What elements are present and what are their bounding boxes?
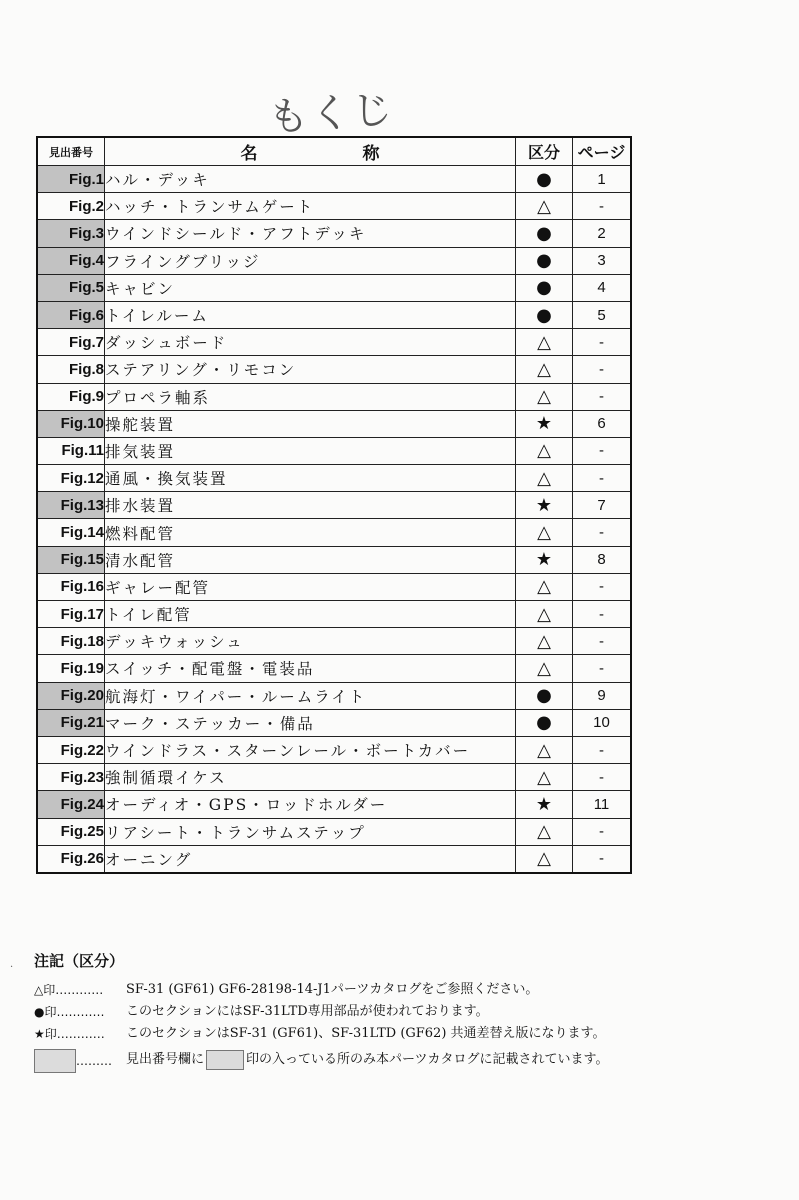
section-name-cell: 航海灯・ワイパー・ルームライト xyxy=(105,682,516,709)
table-row xyxy=(37,736,631,763)
category-cell: △ xyxy=(516,818,573,845)
section-name-cell: スイッチ・配電盤・電装品 xyxy=(105,655,516,682)
category-cell: ★ xyxy=(516,546,573,573)
page-number-cell: 5 xyxy=(573,301,632,328)
contents-table xyxy=(36,136,632,874)
table-row xyxy=(37,601,631,628)
note-text: このセクションはSF-31 (GF61)、SF-31LTD (GF62) 共通差替え版になります。 xyxy=(126,1026,606,1041)
category-cell: ● xyxy=(516,166,573,193)
page-number-cell: 8 xyxy=(573,546,632,573)
note-symbol-star: ★印………… xyxy=(34,1027,105,1041)
category-cell: ● xyxy=(516,682,573,709)
page-number-cell: 2 xyxy=(573,220,632,247)
table-row xyxy=(37,329,631,356)
page-number-cell: - xyxy=(573,329,632,356)
fig-number-cell: Fig.14 xyxy=(37,519,105,546)
section-name-cell: 通風・換気装置 xyxy=(105,465,516,492)
section-name-cell: 強制循環イケス xyxy=(105,764,516,791)
category-cell: △ xyxy=(516,655,573,682)
category-cell: ★ xyxy=(516,492,573,519)
category-cell: ★ xyxy=(516,410,573,437)
category-cell: △ xyxy=(516,519,573,546)
table-row xyxy=(37,682,631,709)
table-row xyxy=(37,166,631,193)
fig-number-cell: Fig.13 xyxy=(37,492,105,519)
section-name-cell: ウインドラス・スターンレール・ボートカバー xyxy=(105,736,516,763)
section-name-cell: 排気装置 xyxy=(105,437,516,464)
table-row xyxy=(37,465,631,492)
category-cell: △ xyxy=(516,383,573,410)
section-name-cell: フライングブリッジ xyxy=(105,247,516,274)
fig-number-cell: Fig.3 xyxy=(37,220,105,247)
table-row xyxy=(37,573,631,600)
note-symbol-triangle: △印………… xyxy=(34,983,104,997)
fig-number-cell: Fig.22 xyxy=(37,736,105,763)
page-number-cell: - xyxy=(573,764,632,791)
category-cell: △ xyxy=(516,628,573,655)
table-row xyxy=(37,193,631,220)
page-number-cell: 11 xyxy=(573,791,632,818)
section-name-cell: ハッチ・トランサムゲート xyxy=(105,193,516,220)
note-symbol-box xyxy=(34,1049,126,1073)
note-row xyxy=(34,1023,634,1045)
fig-number-cell: Fig.2 xyxy=(37,193,105,220)
shaded-box-icon xyxy=(34,1049,76,1073)
category-cell: △ xyxy=(516,601,573,628)
fig-number-cell: Fig.8 xyxy=(37,356,105,383)
page-number-cell: 10 xyxy=(573,709,632,736)
page-number-cell: 4 xyxy=(573,274,632,301)
page-number-cell: - xyxy=(573,601,632,628)
box-note-after: 印の入っている所のみ本パーツカタログに記載されています。 xyxy=(246,1052,609,1067)
table-row xyxy=(37,628,631,655)
section-name-cell: デッキウォッシュ xyxy=(105,628,516,655)
category-cell: ● xyxy=(516,709,573,736)
section-name-cell: ギャレー配管 xyxy=(105,573,516,600)
category-cell: △ xyxy=(516,573,573,600)
note-row xyxy=(34,1001,634,1023)
note-row xyxy=(34,979,634,1001)
note-row-box xyxy=(34,1049,634,1073)
category-cell: △ xyxy=(516,193,573,220)
category-cell: △ xyxy=(516,845,573,873)
fig-number-cell: Fig.11 xyxy=(37,437,105,464)
fig-number-cell: Fig.18 xyxy=(37,628,105,655)
note-text: SF-31 (GF61) GF6-28198-14-J1パーツカタログをご参照ください。 xyxy=(126,982,539,997)
category-cell: ● xyxy=(516,274,573,301)
section-name-cell: 清水配管 xyxy=(105,546,516,573)
page-number-cell: - xyxy=(573,736,632,763)
category-cell: ★ xyxy=(516,791,573,818)
section-name-cell: ウインドシールド・アフトデッキ xyxy=(105,220,516,247)
note-symbol-circle: ●印………… xyxy=(34,1005,105,1019)
section-name-cell: 燃料配管 xyxy=(105,519,516,546)
section-name-cell: ステアリング・リモコン xyxy=(105,356,516,383)
section-name-cell: プロペラ軸系 xyxy=(105,383,516,410)
category-cell: △ xyxy=(516,764,573,791)
fig-number-cell: Fig.12 xyxy=(37,465,105,492)
page-number-cell: 1 xyxy=(573,166,632,193)
category-cell: ● xyxy=(516,220,573,247)
header-page: ページ xyxy=(573,137,632,166)
inline-shaded-box-icon xyxy=(206,1050,244,1070)
note-text: このセクションにはSF-31LTD専用部品が使われております。 xyxy=(126,1004,489,1019)
page-number-cell: - xyxy=(573,845,632,873)
notes-section xyxy=(34,950,634,1073)
page-number-cell: - xyxy=(573,193,632,220)
notes-title: 注記（区分） xyxy=(34,952,125,970)
table-row xyxy=(37,492,631,519)
section-name-cell: ハル・デッキ xyxy=(105,166,516,193)
margin-dot: · xyxy=(10,962,14,973)
table-row xyxy=(37,791,631,818)
fig-number-cell: Fig.23 xyxy=(37,764,105,791)
category-cell: △ xyxy=(516,736,573,763)
fig-number-cell: Fig.25 xyxy=(37,818,105,845)
table-row xyxy=(37,437,631,464)
table-row xyxy=(37,818,631,845)
table-row xyxy=(37,519,631,546)
page-number-cell: - xyxy=(573,356,632,383)
fig-number-cell: Fig.16 xyxy=(37,573,105,600)
page-number-cell: - xyxy=(573,383,632,410)
page-number-cell: 9 xyxy=(573,682,632,709)
note-text xyxy=(126,1049,634,1073)
fig-number-cell: Fig.10 xyxy=(37,410,105,437)
page-number-cell: - xyxy=(573,628,632,655)
section-name-cell: キャビン xyxy=(105,274,516,301)
category-cell: ● xyxy=(516,301,573,328)
table-row xyxy=(37,356,631,383)
fig-number-cell: Fig.19 xyxy=(37,655,105,682)
fig-number-cell: Fig.1 xyxy=(37,166,105,193)
fig-number-cell: Fig.5 xyxy=(37,274,105,301)
fig-number-cell: Fig.20 xyxy=(37,682,105,709)
box-note-before: 見出番号欄に xyxy=(126,1052,205,1067)
page-number-cell: - xyxy=(573,519,632,546)
fig-number-cell: Fig.21 xyxy=(37,709,105,736)
section-name-cell: オーニング xyxy=(105,845,516,873)
header-fig-number: 見出番号 xyxy=(37,137,105,166)
table-row xyxy=(37,274,631,301)
category-cell: △ xyxy=(516,437,573,464)
section-name-cell: リアシート・トランサムステップ xyxy=(105,818,516,845)
table-row xyxy=(37,383,631,410)
fig-number-cell: Fig.7 xyxy=(37,329,105,356)
section-name-cell: トイレルーム xyxy=(105,301,516,328)
section-name-cell: 操舵装置 xyxy=(105,410,516,437)
fig-number-cell: Fig.26 xyxy=(37,845,105,873)
table-row xyxy=(37,546,631,573)
table-row xyxy=(37,764,631,791)
fig-number-cell: Fig.4 xyxy=(37,247,105,274)
header-category: 区分 xyxy=(516,137,573,166)
fig-number-cell: Fig.17 xyxy=(37,601,105,628)
category-cell: ● xyxy=(516,247,573,274)
handwritten-title: もくじ xyxy=(266,86,396,142)
table-row xyxy=(37,220,631,247)
page-number-cell: - xyxy=(573,573,632,600)
page-number-cell: 6 xyxy=(573,410,632,437)
table-header-row xyxy=(37,137,631,166)
category-cell: △ xyxy=(516,356,573,383)
section-name-cell: マーク・ステッカー・備品 xyxy=(105,709,516,736)
table-row xyxy=(37,410,631,437)
fig-number-cell: Fig.15 xyxy=(37,546,105,573)
page-number-cell: 7 xyxy=(573,492,632,519)
page-number-cell: 3 xyxy=(573,247,632,274)
table-row xyxy=(37,845,631,873)
page-number-cell: - xyxy=(573,655,632,682)
category-cell: △ xyxy=(516,465,573,492)
fig-number-cell: Fig.6 xyxy=(37,301,105,328)
table-row xyxy=(37,709,631,736)
leader-dots: ……… xyxy=(76,1054,112,1068)
header-name: 名 称 xyxy=(105,137,516,166)
table-row xyxy=(37,247,631,274)
page-number-cell: - xyxy=(573,818,632,845)
table-row xyxy=(37,655,631,682)
table-row xyxy=(37,301,631,328)
page-number-cell: - xyxy=(573,437,632,464)
fig-number-cell: Fig.24 xyxy=(37,791,105,818)
section-name-cell: トイレ配管 xyxy=(105,601,516,628)
section-name-cell: ダッシュボード xyxy=(105,329,516,356)
page-number-cell: - xyxy=(573,465,632,492)
category-cell: △ xyxy=(516,329,573,356)
section-name-cell: オーディオ・GPS・ロッドホルダー xyxy=(105,791,516,818)
fig-number-cell: Fig.9 xyxy=(37,383,105,410)
section-name-cell: 排水装置 xyxy=(105,492,516,519)
table-body xyxy=(37,166,631,873)
